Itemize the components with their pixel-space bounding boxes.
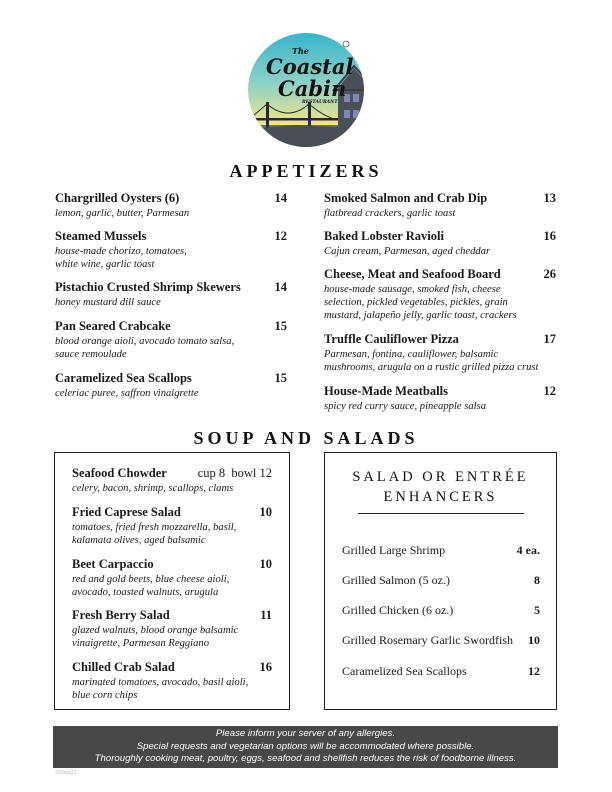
item-description: marinated tomatoes, avocado, basil aioli, xyxy=(72,677,249,688)
item-description: sauce remoulade xyxy=(55,349,127,360)
item-price: cup 8 bowl 12 xyxy=(197,466,272,480)
item-description: red and gold beets, blue cheese aioli, xyxy=(72,574,230,585)
menu-item xyxy=(324,384,556,413)
item-price: 13 xyxy=(543,191,556,205)
menu-item xyxy=(55,280,287,309)
item-name: Pistachio Crusted Shrimp Skewers xyxy=(55,280,241,294)
item-description: Cajun cream, Parmesan, aged cheddar xyxy=(324,246,491,257)
item-price: 15 xyxy=(274,371,287,385)
item-description: kalamata olives, aged balsamic xyxy=(72,535,206,546)
menu-item xyxy=(72,505,272,547)
menu-item xyxy=(72,608,272,650)
enhancer-price: 10 xyxy=(528,633,540,647)
enhancer-name: Grilled Salmon (5 oz.) xyxy=(342,573,450,587)
item-price: 16 xyxy=(543,229,556,243)
item-price: 15 xyxy=(274,319,287,333)
item-description: spicy red curry sauce, pineapple salsa xyxy=(324,401,487,412)
enhancer-name: Grilled Rosemary Garlic Swordfish xyxy=(342,633,513,647)
enhancer-row xyxy=(342,603,540,618)
menu-item xyxy=(324,191,556,220)
menu-item xyxy=(324,267,556,322)
item-description: celeriac puree, saffron vinaigrette xyxy=(55,388,199,399)
item-price: 10 xyxy=(259,557,272,571)
logo-text-coastal: Coastal xyxy=(266,54,354,79)
logo-text-restaurant: RESTAURANT xyxy=(302,100,338,105)
enhancer-price: 5 xyxy=(534,603,540,617)
menu-item xyxy=(55,191,287,220)
item-name: Seafood Chowder xyxy=(72,466,167,480)
logo-artwork xyxy=(226,30,386,150)
item-name: Smoked Salmon and Crab Dip xyxy=(324,191,488,205)
item-price: 12 xyxy=(543,384,556,398)
item-price: 14 xyxy=(274,280,287,294)
menu-item xyxy=(324,332,556,374)
enhancer-row xyxy=(342,543,540,558)
item-name: Cheese, Meat and Seafood Board xyxy=(324,267,501,281)
item-name: Fresh Berry Salad xyxy=(72,608,170,622)
menu-item xyxy=(324,229,556,258)
item-description: glazed walnuts, blood orange balsamic xyxy=(72,625,239,636)
item-description: white wine, garlic toast xyxy=(55,259,155,270)
menu-item xyxy=(72,557,272,599)
print-code: 20Sept21 xyxy=(55,770,77,776)
enhancer-name: Caramelized Sea Scallops xyxy=(342,664,467,678)
item-price: 16 xyxy=(259,660,272,674)
item-description: vinaigrette, Parmesan Reggiano xyxy=(72,638,210,649)
item-description: lemon, garlic, butter, Parmesan xyxy=(55,208,190,219)
item-name: Chilled Crab Salad xyxy=(72,660,175,674)
item-name: Truffle Cauliflower Pizza xyxy=(324,332,459,346)
menu-item xyxy=(72,660,272,702)
notice-line: Please inform your server of any allergies. xyxy=(215,728,396,739)
item-description: house-made sausage, smoked fish, cheese xyxy=(324,284,501,295)
item-description: selection, pickled vegetables, pickles, grain xyxy=(324,297,508,308)
enhancers-heading-line2: ENHANCERS xyxy=(383,489,498,505)
item-name: Steamed Mussels xyxy=(55,229,147,243)
item-price: 10 xyxy=(259,505,272,519)
logo-text-the: The xyxy=(292,46,309,56)
item-price: 26 xyxy=(543,267,556,281)
item-price: 17 xyxy=(543,332,556,346)
enhancer-row xyxy=(342,573,540,588)
menu-item xyxy=(55,229,287,271)
allergy-notice xyxy=(53,726,558,768)
enhancer-price: 8 xyxy=(534,573,540,587)
enhancer-price: 4 ea. xyxy=(516,543,540,557)
notice-line: Special requests and vegetarian options will be accommodated where possible. xyxy=(136,740,475,752)
item-price: 12 xyxy=(274,229,287,243)
item-name: Pan Seared Crabcake xyxy=(55,319,171,333)
item-name: Caramelized Sea Scallops xyxy=(55,371,192,385)
item-description: tomatoes, fried fresh mozzarella, basil, xyxy=(72,522,237,533)
enhancer-price: 12 xyxy=(528,664,540,678)
enhancer-name: Grilled Chicken (6 oz.) xyxy=(342,603,454,617)
item-description: flatbread crackers, garlic toast xyxy=(324,208,456,219)
item-description: honey mustard dill sauce xyxy=(55,297,161,308)
item-description: avocado, toasted walnuts, arugula xyxy=(72,587,219,598)
item-description: mushrooms, arugula on a rustic grilled pizza crust xyxy=(324,362,539,373)
enhancer-row xyxy=(342,633,540,648)
item-name: Chargrilled Oysters (6) xyxy=(55,191,180,205)
enhancer-name: Grilled Large Shrimp xyxy=(342,543,446,557)
item-description: blood orange aioli, avocado tomato salsa, xyxy=(55,336,235,347)
item-name: Fried Caprese Salad xyxy=(72,505,181,519)
item-description: mustard, jalapeño jelly, garlic toast, crackers xyxy=(324,310,517,321)
enhancer-row xyxy=(342,664,540,679)
item-name: House-Made Meatballs xyxy=(324,384,448,398)
soups-heading: SOUP AND SALADS xyxy=(193,428,419,448)
menu-item xyxy=(55,371,287,400)
notice-line: Thoroughly cooking meat, poultry, eggs, seafood and shellfish reduces the risk of foodborne illness. xyxy=(94,753,517,764)
appetizers-heading: APPETIZERS xyxy=(229,161,383,181)
item-description: house-made chorizo, tomatoes, xyxy=(55,246,187,257)
item-name: Beet Carpaccio xyxy=(72,557,154,571)
enhancers-heading-line1: SALAD OR ENTRÉE xyxy=(352,469,529,485)
item-price: 14 xyxy=(274,191,287,205)
logo-text-cabin: Cabin xyxy=(278,76,347,101)
item-description: Parmesan, fontina, cauliflower, balsamic xyxy=(324,349,499,360)
item-name: Baked Lobster Ravioli xyxy=(324,229,444,243)
menu-item xyxy=(72,466,272,495)
item-description: celery, bacon, shrimp, scallops, clams xyxy=(72,483,234,494)
enhancers-divider xyxy=(358,513,524,514)
item-description: blue corn chips xyxy=(72,690,138,701)
item-price: 11 xyxy=(260,608,272,622)
restaurant-logo xyxy=(226,30,386,150)
menu-item xyxy=(55,319,287,361)
